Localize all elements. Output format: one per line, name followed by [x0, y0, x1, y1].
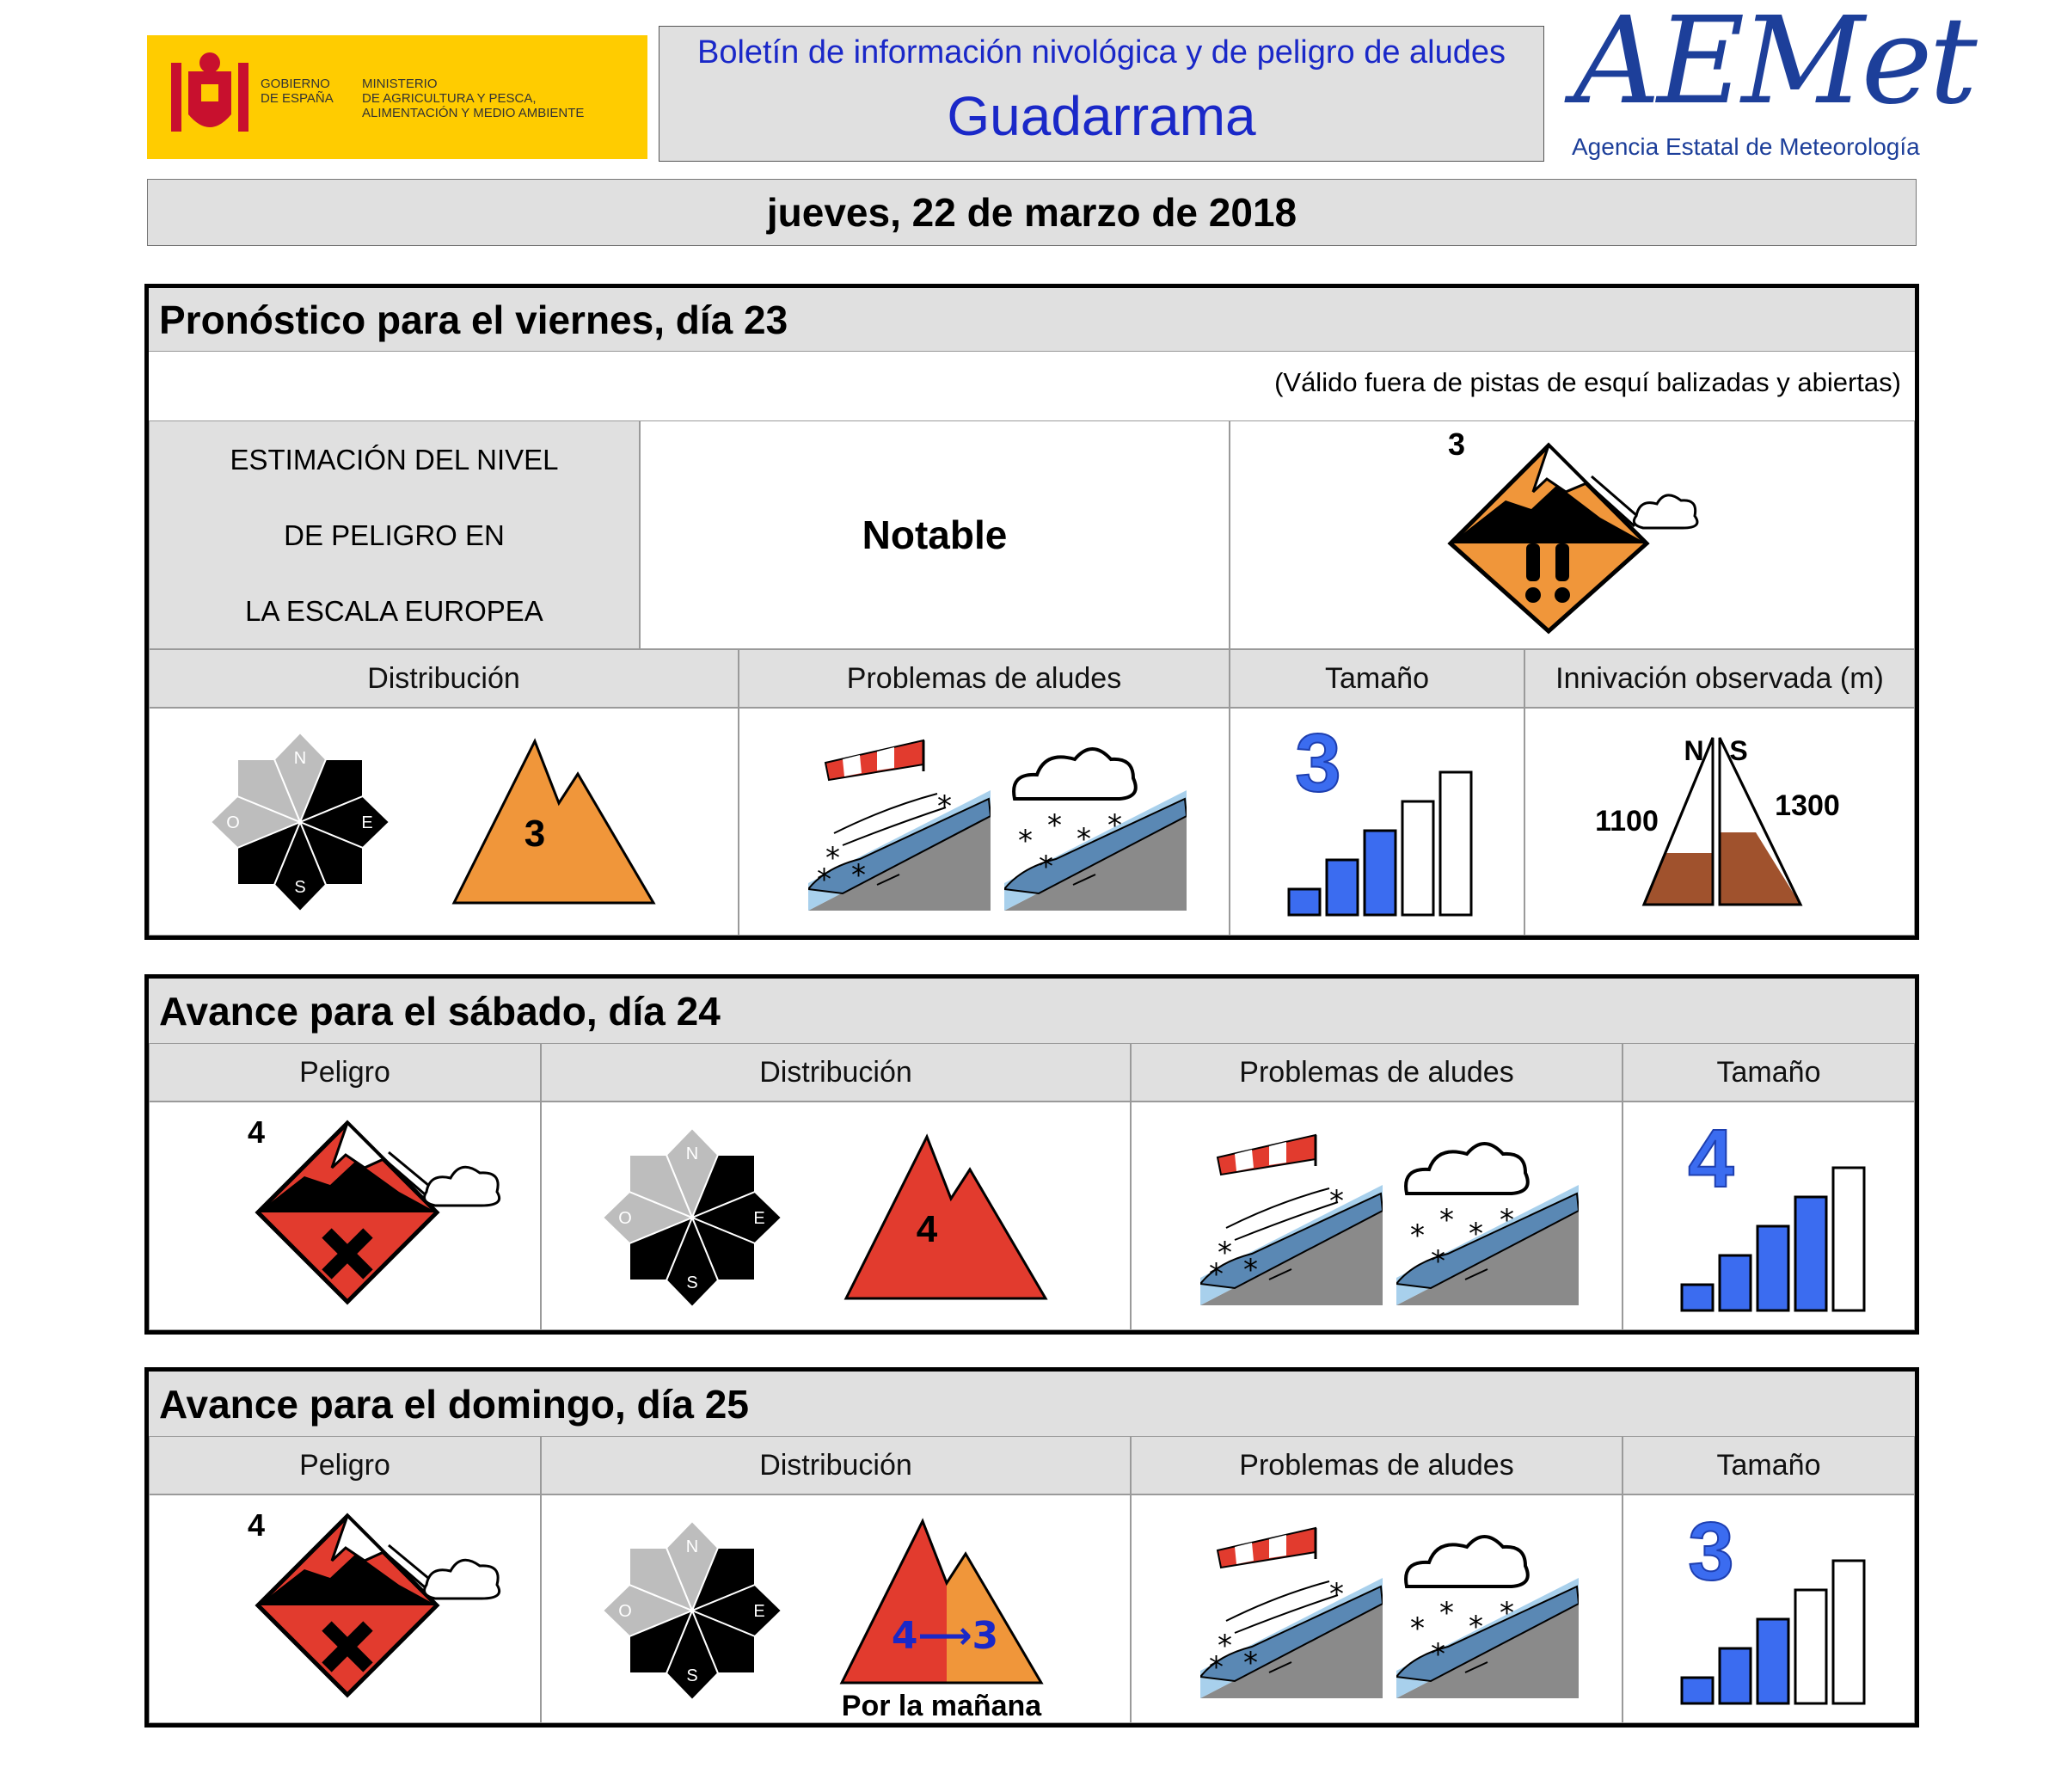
gov-line2: DE ESPAÑA — [261, 91, 334, 106]
gov-line1: GOBIERNO — [261, 77, 330, 91]
forecast-problems-cell — [739, 708, 1230, 936]
bulletin-title-box — [659, 26, 1544, 162]
government-logo — [147, 35, 647, 159]
wind-slab-icon — [808, 739, 991, 919]
mountain-red-orange-icon — [838, 1514, 1053, 1721]
ministry-text — [362, 77, 584, 120]
svg-text:*: * — [1439, 1203, 1454, 1237]
danger-level-name: Notable — [640, 420, 1230, 649]
sunday-problems-cell — [1131, 1494, 1623, 1723]
bulletin-date: jueves, 22 de marzo de 2018 — [147, 179, 1917, 246]
size-bars-icon — [1675, 1113, 1881, 1319]
new-snow-icon — [1004, 739, 1187, 919]
svg-text:*: * — [1243, 1646, 1258, 1680]
new-snow-icon — [1396, 1133, 1579, 1314]
danger-level-number: 3 — [1448, 427, 1466, 462]
coat-of-arms-icon — [163, 46, 257, 149]
sunday-col-distribution: Distribución — [541, 1436, 1131, 1494]
saturday-distribution-cell — [541, 1102, 1131, 1330]
svg-text:*: * — [1431, 1637, 1445, 1672]
svg-text:*: * — [1018, 824, 1033, 858]
sunday-danger-level: 4 — [248, 1507, 266, 1543]
saturday-title: Avance para el sábado, día 24 — [149, 979, 1915, 1043]
estimation-line1: ESTIMACIÓN DEL NIVEL — [230, 444, 559, 476]
saturday-problems-cell — [1131, 1102, 1623, 1330]
estimation-line2: DE PELIGRO EN — [284, 519, 505, 551]
size-bar-3 — [1757, 1619, 1788, 1703]
mountain-level: 4 — [916, 1208, 938, 1250]
size-bar-3 — [1365, 831, 1396, 915]
forecast-col-problems: Problemas de aludes — [739, 649, 1230, 708]
ministry-line3: ALIMENTACIÓN Y MEDIO AMBIENTE — [362, 106, 585, 120]
danger-level-icon-cell — [1230, 420, 1915, 649]
size-value: 3 — [1688, 1506, 1734, 1598]
size-bar-4 — [1795, 1197, 1826, 1310]
sunday-col-size: Tamaño — [1623, 1436, 1915, 1494]
compass-rose-icon — [206, 727, 395, 917]
forecast-title: Pronóstico para el viernes, día 23 — [149, 288, 1915, 352]
svg-text:*: * — [1500, 1203, 1514, 1237]
danger-3-diamond-icon — [1437, 432, 1712, 638]
size-bar-2 — [1720, 1255, 1751, 1310]
sunday-col-problems: Problemas de aludes — [1131, 1436, 1623, 1494]
svg-text:*: * — [1209, 1650, 1224, 1685]
svg-text:*: * — [817, 862, 831, 897]
compass-e: E — [753, 1602, 765, 1621]
size-bar-5 — [1440, 772, 1471, 915]
danger-4-diamond-icon — [236, 1116, 511, 1323]
svg-text:*: * — [1469, 1610, 1483, 1644]
new-snow-icon — [1396, 1526, 1579, 1707]
svg-text:*: * — [1209, 1257, 1224, 1292]
saturday-col-problems: Problemas de aludes — [1131, 1043, 1623, 1102]
svg-text:*: * — [1218, 1236, 1232, 1270]
size-value: 3 — [1295, 717, 1341, 809]
svg-text:*: * — [1107, 808, 1122, 843]
compass-n: N — [685, 1145, 699, 1163]
size-bar-5 — [1833, 1561, 1864, 1703]
size-bar-4 — [1795, 1590, 1826, 1703]
forecast-validity: (Válido fuera de pistas de esquí balizadas y abiertas) — [1274, 367, 1901, 397]
svg-text:*: * — [1047, 808, 1062, 843]
saturday-danger-level: 4 — [248, 1114, 266, 1150]
svg-text:*: * — [1410, 1218, 1425, 1253]
compass-o: O — [618, 1602, 632, 1621]
snow-north-m: 1100 — [1595, 805, 1659, 838]
size-bar-1 — [1682, 1678, 1713, 1703]
compass-s: S — [686, 1273, 698, 1292]
svg-text:*: * — [851, 858, 866, 893]
svg-text:*: * — [1410, 1611, 1425, 1646]
aemet-logo — [1565, 0, 1974, 172]
compass-o: O — [226, 813, 240, 832]
sunday-size-cell — [1623, 1494, 1915, 1723]
snow-south-label: S — [1729, 735, 1748, 766]
gov-text — [261, 77, 334, 106]
svg-text:*: * — [1329, 1184, 1344, 1218]
forecast-size-cell — [1230, 708, 1524, 936]
compass-rose-icon — [598, 1516, 787, 1705]
forecast-distribution-cell — [149, 708, 739, 936]
aemet-logo-text: AEMet — [1573, 0, 1974, 132]
danger-4-diamond-icon — [236, 1509, 511, 1715]
region-name: Guadarrama — [947, 85, 1256, 147]
saturday-col-distribution: Distribución — [541, 1043, 1131, 1102]
saturday-size-cell — [1623, 1102, 1915, 1330]
sunday-danger-cell — [149, 1494, 541, 1723]
size-bar-4 — [1402, 801, 1433, 915]
svg-text:*: * — [1329, 1577, 1344, 1611]
snow-cover-icon — [1584, 726, 1859, 924]
trend-note: Por la mañana — [841, 1690, 1042, 1721]
svg-text:*: * — [1243, 1253, 1258, 1287]
aemet-agency: Agencia Estatal de Meteorología — [1572, 133, 1920, 160]
compass-s: S — [294, 878, 306, 897]
forecast-col-distribution: Distribución — [149, 649, 739, 708]
mountain-orange-icon — [451, 734, 657, 906]
compass-s: S — [686, 1666, 698, 1685]
wind-slab-icon — [1200, 1526, 1383, 1707]
estimation-line3: LA ESCALA EUROPEA — [245, 595, 543, 627]
size-bar-1 — [1289, 889, 1320, 915]
ministry-line2: DE AGRICULTURA Y PESCA, — [362, 91, 537, 106]
estimation-label — [149, 420, 640, 649]
saturday-danger-cell — [149, 1102, 541, 1330]
sunday-col-danger: Peligro — [149, 1436, 541, 1494]
snow-north-label: N — [1684, 735, 1704, 766]
size-bar-2 — [1327, 860, 1358, 915]
svg-text:*: * — [937, 789, 952, 824]
svg-text:*: * — [1431, 1244, 1445, 1279]
wind-slab-icon — [1200, 1133, 1383, 1314]
sunday-distribution-cell — [541, 1494, 1131, 1723]
mountain-level: 3 — [524, 813, 546, 855]
size-bar-2 — [1720, 1648, 1751, 1703]
size-bar-3 — [1757, 1226, 1788, 1310]
svg-text:*: * — [825, 841, 840, 875]
svg-text:*: * — [1469, 1217, 1483, 1251]
svg-text:*: * — [1439, 1596, 1454, 1630]
snow-south-m: 1300 — [1775, 789, 1840, 822]
forecast-col-size: Tamaño — [1230, 649, 1524, 708]
svg-text:*: * — [1039, 850, 1053, 884]
size-value: 4 — [1688, 1113, 1734, 1205]
svg-text:*: * — [1500, 1596, 1514, 1630]
size-bars-icon — [1282, 717, 1488, 924]
forecast-col-snow: Innivación observada (m) — [1524, 649, 1915, 708]
size-bars-icon — [1675, 1506, 1881, 1712]
bulletin-title: Boletín de información nivológica y de peligro de aludes — [696, 34, 1506, 71]
compass-e: E — [753, 1209, 765, 1228]
compass-n: N — [293, 749, 307, 768]
saturday-col-danger: Peligro — [149, 1043, 541, 1102]
svg-text:*: * — [1077, 822, 1091, 856]
compass-n: N — [685, 1537, 699, 1556]
compass-rose-icon — [598, 1123, 787, 1312]
svg-text:*: * — [1218, 1629, 1232, 1663]
mountain-red-icon — [843, 1130, 1049, 1302]
size-bar-5 — [1833, 1168, 1864, 1310]
saturday-col-size: Tamaño — [1623, 1043, 1915, 1102]
forecast-snow-cell — [1524, 708, 1915, 936]
size-bar-1 — [1682, 1285, 1713, 1310]
compass-o: O — [618, 1209, 632, 1228]
trend-label: 4⟶3 — [891, 1614, 999, 1658]
sunday-title: Avance para el domingo, día 25 — [149, 1372, 1915, 1436]
ministry-line1: MINISTERIO — [362, 77, 438, 91]
compass-e: E — [361, 813, 373, 832]
